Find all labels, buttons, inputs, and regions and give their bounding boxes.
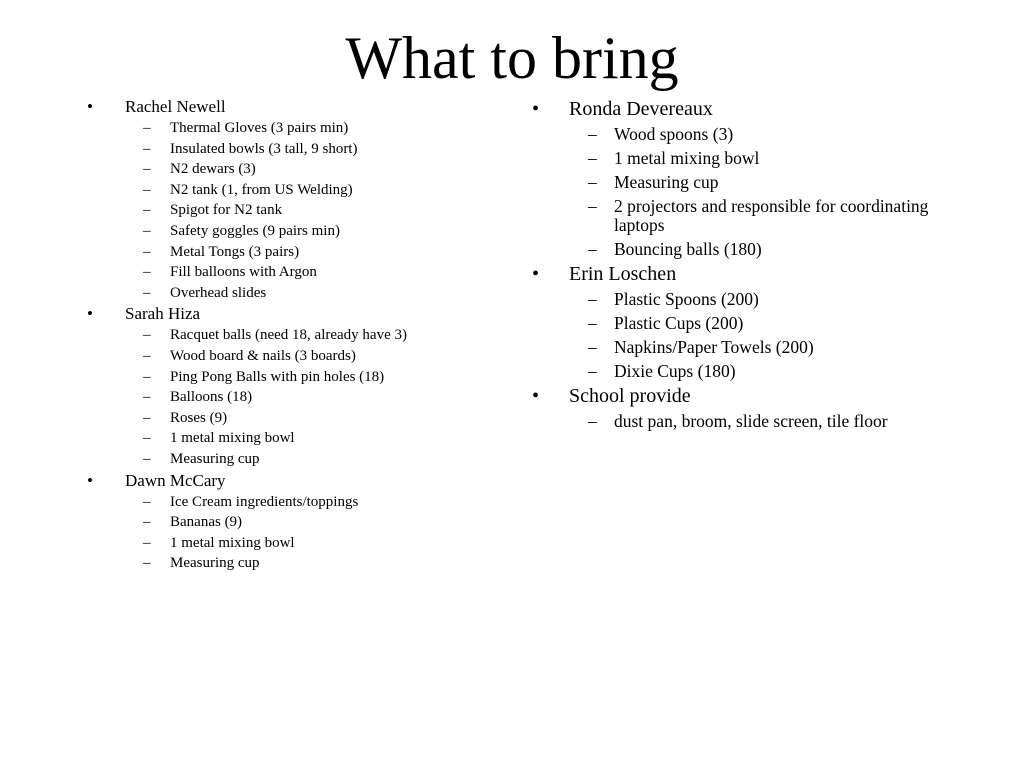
- list-item: [532, 335, 1002, 359]
- dash-icon: –: [143, 327, 151, 344]
- dash-icon: –: [143, 347, 151, 364]
- list-item-text: Fill balloons with Argon: [170, 264, 317, 281]
- item-list: [87, 118, 507, 303]
- dash-icon: –: [143, 430, 151, 447]
- list-item: [87, 346, 507, 367]
- dash-icon: –: [143, 140, 151, 157]
- list-item-text: 1 metal mixing bowl: [614, 147, 760, 168]
- list-item-text: Measuring cup: [170, 555, 260, 572]
- dash-icon: –: [143, 450, 151, 467]
- dash-icon: –: [143, 555, 151, 572]
- list-item-text: Plastic Spoons (200): [614, 288, 759, 309]
- list-item-text: Bananas (9): [170, 514, 243, 531]
- list-item: [87, 428, 507, 449]
- dash-icon: –: [588, 124, 597, 144]
- bullet-icon: •: [87, 470, 93, 490]
- list-item: [87, 367, 507, 388]
- list-item: [87, 492, 507, 513]
- list-item: [87, 242, 507, 263]
- item-list: [87, 492, 507, 574]
- list-item: [532, 237, 1002, 261]
- list-item-text: 1 metal mixing bowl: [170, 430, 295, 447]
- list-item-text: Ice Cream ingredients/toppings: [170, 493, 359, 510]
- left-column: [87, 96, 507, 574]
- list-item: [87, 200, 507, 221]
- list-item: [87, 449, 507, 470]
- list-item-text: Overhead slides: [170, 284, 267, 301]
- dash-icon: –: [588, 196, 597, 216]
- bullet-icon: •: [532, 385, 540, 407]
- list-item: [87, 118, 507, 139]
- item-list: [87, 325, 507, 469]
- dash-icon: –: [143, 534, 151, 551]
- bullet-icon: •: [87, 97, 93, 116]
- list-item-text: Safety goggles (9 pairs min): [170, 222, 340, 239]
- list-item: [532, 146, 1002, 170]
- list-item-text: Wood board & nails (3 boards): [170, 347, 356, 364]
- list-item: [87, 533, 507, 554]
- dash-icon: –: [143, 284, 151, 301]
- list-item: [87, 159, 507, 180]
- person-name: Sarah Hiza: [125, 304, 201, 324]
- person-block-ronda-devereaux: [532, 96, 1002, 261]
- dash-icon: –: [143, 368, 151, 385]
- list-item: [87, 387, 507, 408]
- dash-icon: –: [143, 202, 151, 219]
- dash-icon: –: [588, 148, 597, 168]
- person-block-erin-loschen: [532, 261, 1002, 383]
- list-item-text: Racquet balls (need 18, already have 3): [170, 327, 407, 344]
- list-item-text: Balloons (18): [170, 389, 253, 406]
- dash-icon: –: [588, 172, 597, 192]
- list-item: [532, 122, 1002, 146]
- person-block-sarah-hiza: [87, 303, 507, 469]
- list-item-text: N2 tank (1, from US Welding): [170, 181, 353, 198]
- bullet-icon: •: [87, 304, 93, 324]
- person-row: [87, 96, 507, 118]
- dash-icon: –: [143, 222, 151, 239]
- dash-icon: –: [143, 181, 151, 198]
- list-item-text: dust pan, broom, slide screen, tile floor: [614, 410, 888, 431]
- dash-icon: –: [588, 289, 597, 309]
- dash-icon: –: [588, 313, 597, 333]
- item-list: [532, 287, 1002, 383]
- list-item-text: Wood spoons (3): [614, 123, 734, 144]
- list-item: [532, 311, 1002, 335]
- list-item: [87, 283, 507, 304]
- person-row: [532, 383, 1002, 409]
- list-item: [87, 325, 507, 346]
- list-item-text: Measuring cup: [170, 450, 260, 467]
- bullet-icon: •: [532, 263, 540, 285]
- dash-icon: –: [143, 514, 151, 531]
- list-item-text: Insulated bowls (3 tall, 9 short): [170, 140, 358, 157]
- list-item-text: Napkins/Paper Towels (200): [614, 336, 814, 357]
- dash-icon: –: [588, 361, 597, 381]
- dash-icon: –: [143, 264, 151, 281]
- list-item-text: Ping Pong Balls with pin holes (18): [170, 368, 385, 385]
- list-item-text: Metal Tongs (3 pairs): [170, 243, 300, 260]
- person-block-rachel-newell: [87, 96, 507, 303]
- list-item: [87, 553, 507, 574]
- dash-icon: –: [588, 411, 597, 431]
- list-item-text: Bouncing balls (180): [614, 238, 762, 259]
- list-item: [87, 512, 507, 533]
- list-item: [87, 139, 507, 160]
- dash-icon: –: [143, 389, 151, 406]
- person-row: [87, 470, 507, 492]
- slide-title: What to bring: [345, 25, 679, 91]
- list-item-text: N2 dewars (3): [170, 161, 256, 178]
- list-item: [532, 170, 1002, 194]
- list-item-text: Thermal Gloves (3 pairs min): [170, 120, 349, 136]
- list-item: [87, 180, 507, 201]
- dash-icon: –: [588, 337, 597, 357]
- person-name: Dawn McCary: [125, 470, 226, 490]
- person-row: [532, 96, 1002, 122]
- list-item-text: Plastic Cups (200): [614, 312, 744, 333]
- list-item: [532, 194, 1002, 237]
- person-name: Erin Loschen: [569, 263, 677, 285]
- dash-icon: –: [143, 493, 151, 510]
- dash-icon: –: [143, 243, 151, 260]
- bullet-icon: •: [532, 98, 540, 120]
- dash-icon: –: [143, 120, 151, 136]
- dash-icon: –: [143, 161, 151, 178]
- list-item-text: 2 projectors and responsible for coordinating laptops: [614, 195, 929, 235]
- dash-icon: –: [588, 239, 597, 259]
- person-row: [87, 303, 507, 325]
- person-name: Rachel Newell: [125, 97, 226, 116]
- list-item: [532, 359, 1002, 383]
- list-item-text: Roses (9): [170, 409, 228, 426]
- list-item: [87, 221, 507, 242]
- list-item-text: Measuring cup: [614, 171, 719, 192]
- person-block-school-provide: [532, 383, 1002, 433]
- person-row: [532, 261, 1002, 287]
- list-item-text: 1 metal mixing bowl: [170, 534, 295, 551]
- list-item-text: Spigot for N2 tank: [170, 202, 283, 219]
- list-item: [87, 262, 507, 283]
- list-item: [87, 408, 507, 429]
- person-block-dawn-mccary: [87, 470, 507, 574]
- item-list: [532, 409, 1002, 433]
- list-item-text: Dixie Cups (180): [614, 360, 736, 381]
- dash-icon: –: [143, 409, 151, 426]
- list-item: [532, 409, 1002, 433]
- item-list: [532, 122, 1002, 261]
- list-item: [532, 287, 1002, 311]
- right-column: [532, 96, 1002, 433]
- person-name: School provide: [569, 385, 691, 407]
- person-name: Ronda Devereaux: [569, 98, 713, 120]
